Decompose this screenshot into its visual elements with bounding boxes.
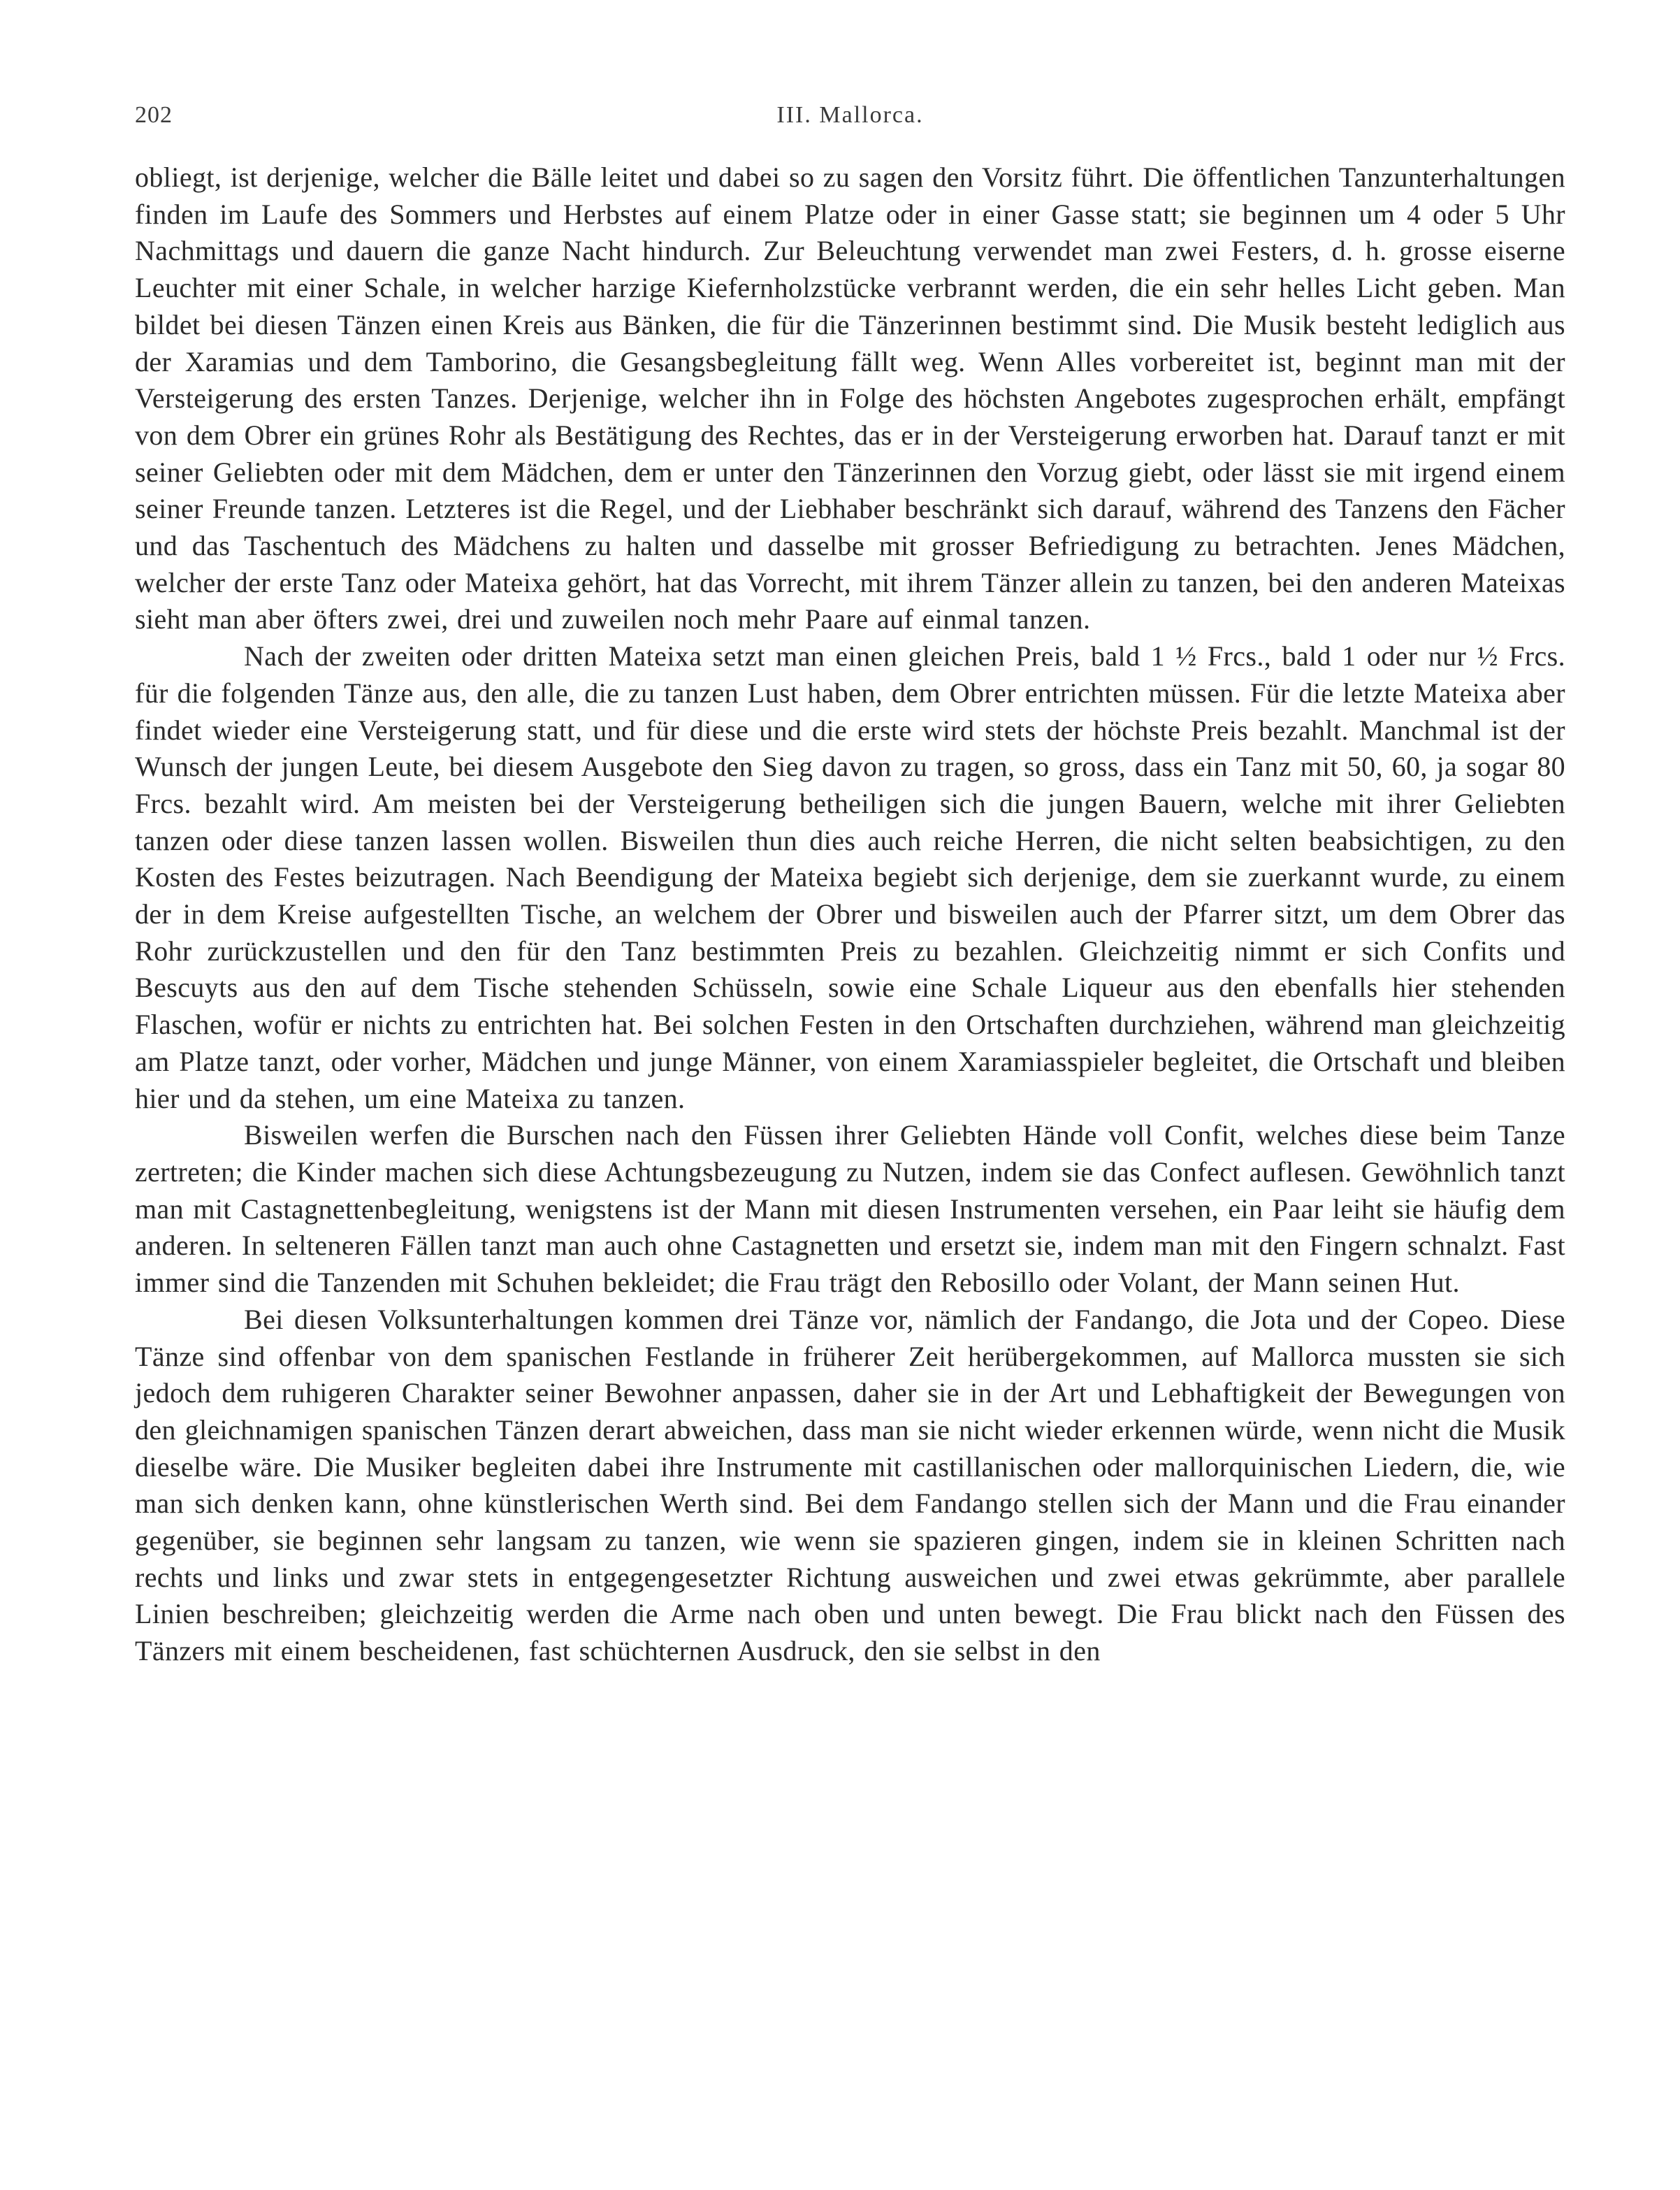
running-head: III. Mallorca.	[776, 102, 924, 128]
body-text	[135, 159, 1565, 1670]
paragraph: Bisweilen werfen die Burschen nach den Füssen ihrer Geliebten Hände voll Confit, welches diese beim Tanze zertreten; die Kinder machen sich diese Achtungsbezeugung zu Nutzen, indem sie das Confect auflesen. Gewöhnlich tanzt man mit Castagnettenbegleitung, wenigstens ist der Mann mit diesen Instrumenten versehen, ein Paar leiht sie häufig dem anderen. In selteneren Fällen tanzt man auch ohne Castagnetten und ersetzt sie, indem man mit den Fingern schnalzt. Fast immer sind die Tanzenden mit Schuhen bekleidet; die Frau trägt den Rebosillo oder Volant, der Mann seinen Hut.	[135, 1119, 1565, 1299]
paragraph: Nach der zweiten oder dritten Mateixa setzt man einen gleichen Preis, bald 1 ½ Frcs., bald 1 oder nur ½ Frcs. für die folgenden Tänze aus, den alle, die zu tanzen Lust haben, dem Obrer entrichten müssen. Für die letzte Mateixa aber findet wieder eine Versteigerung statt, und für diese und die erste wird stets der höchste Preis bezahlt. Manchmal ist der Wunsch der jungen Leute, bei diesem Ausgebote den Sieg davon zu tragen, so gross, dass ein Tanz mit 50, 60, ja sogar 80 Frcs. bezahlt wird. Am meisten bei der Versteigerung betheiligen sich die jungen Bauern, welche mit ihrer Geliebten tanzen oder diese tanzen lassen wollen. Bisweilen thun dies auch reiche Herren, die nicht selten beabsichtigen, zu den Kosten des Festes beizutragen. Nach Beendigung der Mateixa begiebt sich derjenige, dem sie zuerkannt wurde, zu einem der in dem Kreise aufgestellten Tische, an welchem der Obrer und bisweilen auch der Pfarrer sitzt, um dem Obrer das Rohr zurückzustellen und den für den Tanz bestimmten Preis zu bezahlen. Gleichzeitig nimmt er sich Confits und Bescuyts aus den auf dem Tische stehenden Schüsseln, sowie eine Schale Liqueur aus den ebenfalls hier stehenden Flaschen, wofür er nichts zu entrichten hat. Bei solchen Festen in den Ortschaften durchziehen, während man gleichzeitig am Platze tanzt, oder vorher, Mädchen und junge Männer, von einem Xaramiasspieler begleitet, die Ortschaft und bleiben hier und da stehen, um eine Mateixa zu tanzen.	[135, 640, 1565, 1114]
page-header	[135, 102, 1565, 141]
page-number: 202	[135, 102, 173, 128]
paragraph-continued: obliegt, ist derjenige, welcher die Bälle leitet und dabei so zu sagen den Vorsitz führt. Die öffentlichen Tanzunterhaltungen finden im Laufe des Sommers und Herbstes auf einem Platze oder in einer Gasse statt; sie beginnen um 4 oder 5 Uhr Nachmittags und dauern die ganze Nacht hindurch. Zur Beleuchtung verwendet man zwei Festers, d. h. grosse eiserne Leuchter mit einer Schale, in welcher harzige Kiefernholzstücke verbrannt werden, die ein sehr helles Licht geben. Man bildet bei diesen Tänzen einen Kreis aus Bänken, die für die Tänzerinnen bestimmt sind. Die Musik besteht lediglich aus der Xaramias und dem Tamborino, die Gesangsbegleitung fällt weg. Wenn Alles vorbereitet ist, beginnt man mit der Versteigerung des ersten Tanzes. Derjenige, welcher ihn in Folge des höchsten Angebotes zugesprochen erhält, empfängt von dem Obrer ein grünes Rohr als Bestätigung des Rechtes, das er in der Versteigerung erworben hat. Darauf tanzt er mit seiner Geliebten oder mit dem Mädchen, dem er unter den Tänzerinnen den Vorzug giebt, oder lässt sie mit irgend einem seiner Freunde tanzen. Letzteres ist die Regel, und der Liebhaber beschränkt sich darauf, während des Tanzens den Fächer und das Taschentuch des Mädchens zu halten und dasselbe mit grosser Befriedigung zu betrachten. Jenes Mädchen, welcher der erste Tanz oder Mateixa gehört, hat das Vorrecht, mit ihrem Tänzer allein zu tanzen, bei den anderen Mateixas sieht man aber öfters zwei, drei und zuweilen noch mehr Paare auf einmal tanzen.	[135, 161, 1565, 635]
paragraph: Bei diesen Volksunterhaltungen kommen drei Tänze vor, nämlich der Fandango, die Jota und der Copeo. Diese Tänze sind offenbar von dem spanischen Festlande in früherer Zeit herübergekommen, auf Mallorca mussten sie sich jedoch dem ruhigeren Charakter seiner Bewohner anpassen, daher sie in der Art und Lebhaftigkeit der Bewegungen von den gleichnamigen spanischen Tänzen derart abweichen, dass man sie nicht wieder erkennen würde, wenn nicht die Musik dieselbe wäre. Die Musiker begleiten dabei ihre Instrumente mit castillanischen oder mallorquinischen Liedern, die, wie man sich denken kann, ohne künstlerischen Werth sind. Bei dem Fandango stellen sich der Mann und die Frau einander gegenüber, sie beginnen sehr langsam zu tanzen, wie wenn sie spazieren gingen, indem sie in kleinen Schritten nach rechts und links und zwar stets in entgegengesetzter Richtung ausweichen und zwei etwas gekrümmte, aber parallele Linien beschreiben; gleichzeitig werden die Arme nach oben und unten bewegt. Die Frau blickt nach den Füssen des Tänzers mit einem bescheidenen, fast schüchternen Ausdruck, den sie selbst in den	[135, 1303, 1565, 1667]
